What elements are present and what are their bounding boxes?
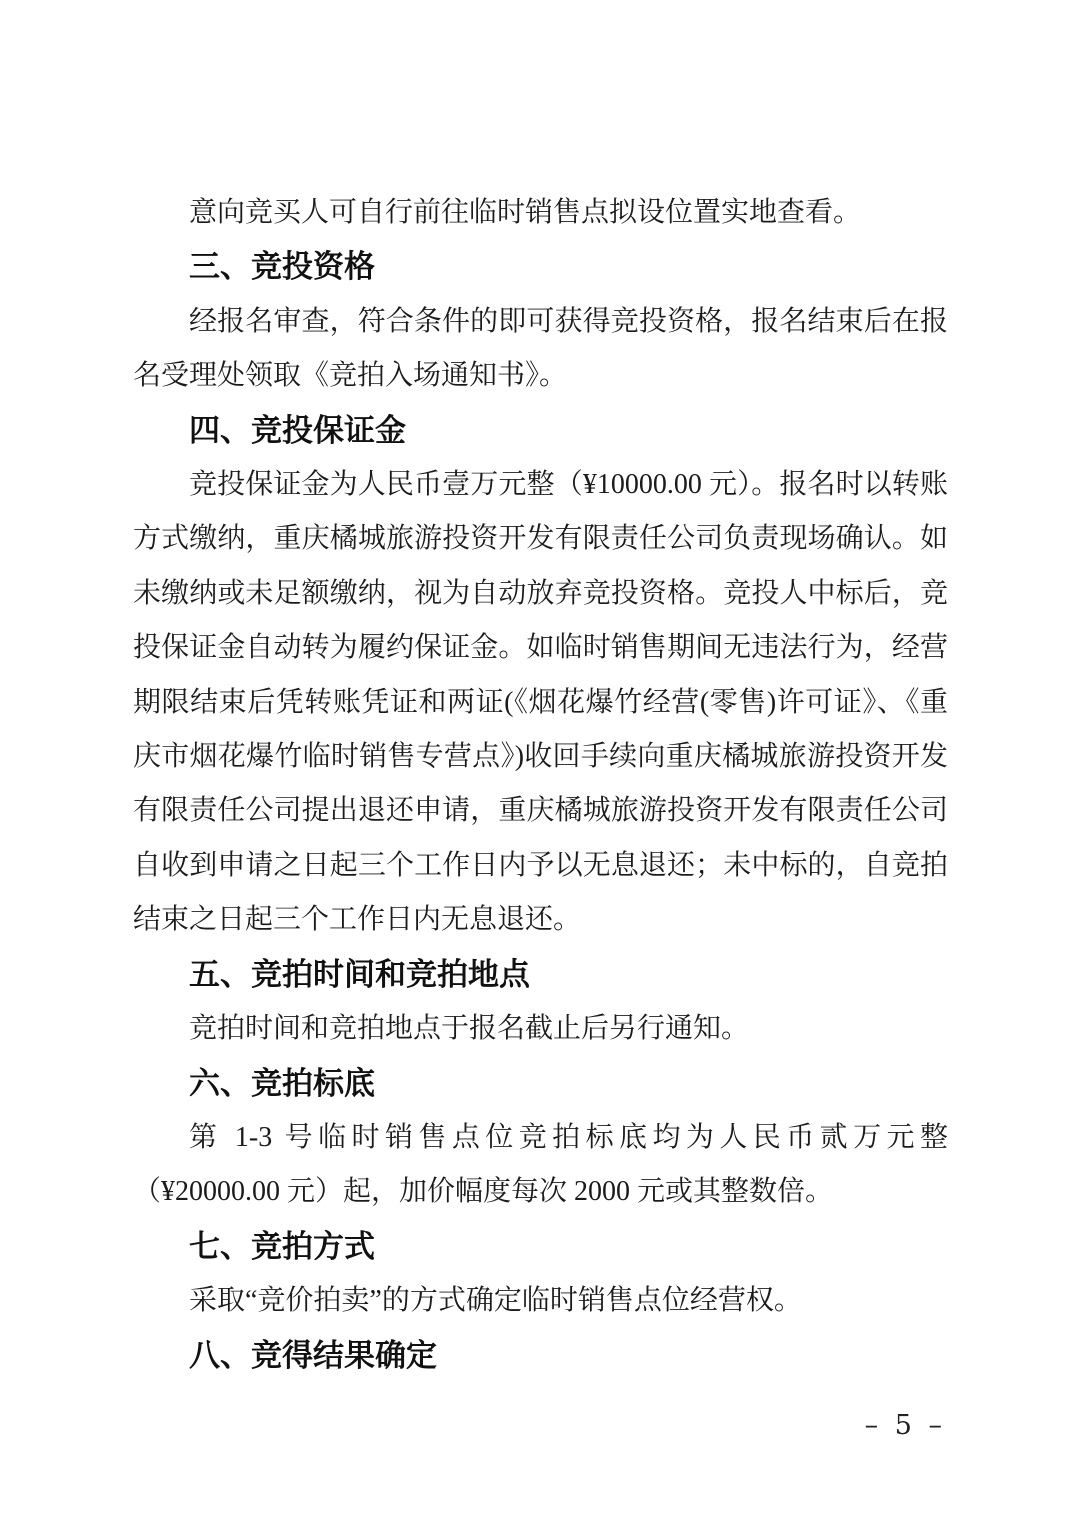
page-number: – 5 – — [864, 1410, 946, 1441]
heading-bid-qualification: 三、竞投资格 — [189, 249, 375, 285]
paragraph-auction-time-place: 竞拍时间和竞拍地点于报名截止后另行通知。 — [189, 1013, 750, 1045]
paragraph-site-visit: 意向竞买人可自行前往临时销售点拟设位置实地查看。 — [189, 197, 862, 228]
heading-auction-method: 七、竞拍方式 — [189, 1228, 375, 1264]
heading-auction-time-place: 五、竞拍时间和竞拍地点 — [189, 956, 530, 992]
paragraph-auction-base-price: 第 1-3 号临时销售点位竞拍标底均为人民币贰万元整（¥20000.00 元）起，加价幅度每次 2000 元或其整数倍。 — [133, 1121, 948, 1208]
heading-result-determination: 八、竞得结果确定 — [189, 1337, 437, 1373]
heading-bid-deposit: 四、竞投保证金 — [189, 412, 406, 448]
paragraph-bid-deposit: 竞投保证金为人民币壹万元整（¥10000.00 元）。报名时以转账方式缴纳，重庆橘城旅游投资开发有限责任公司负责现场确认。如未缴纳或未足额缴纳，视为自动放弃竞投资格。竞投人中标后，竞投保证金自动转为履约保证金。如临时销售期间无违法行为，经营期限结束后凭转账凭证和两证(《烟花爆竹经营(零售)许可证》、《重庆市烟花爆竹临时销售专营点》)收回手续向重庆橘城旅游投资开发有限责任公司提出退还申请，重庆橘城旅游投资开发有限责任公司自收到申请之日起三个工作日内予以无息退还；未中标的，自竞拍结束之日起三个工作日内无息退还。 — [133, 469, 948, 936]
paragraph-auction-method: 采取“竞价拍卖”的方式确定临时销售点位经营权。 — [189, 1285, 802, 1317]
document-body — [133, 186, 948, 1383]
paragraph-bid-qualification: 经报名审查，符合条件的即可获得竞投资格，报名结束后在报名受理处领取《竞拍入场通知书》。 — [133, 305, 948, 392]
heading-auction-base-price: 六、竞拍标底 — [189, 1065, 375, 1101]
